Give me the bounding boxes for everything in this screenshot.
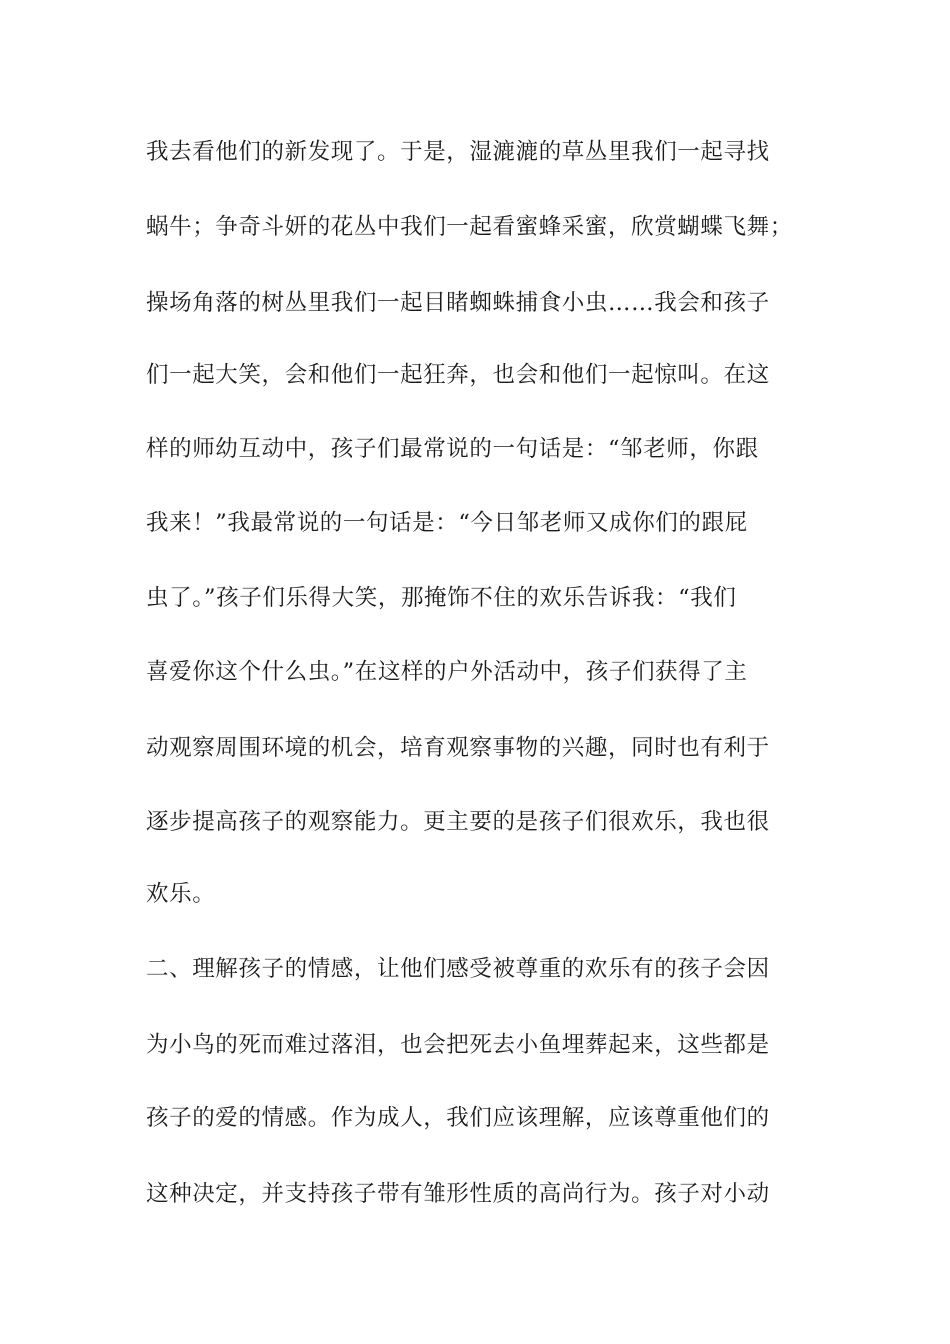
text-line: 虫了。”孩子们乐得大笑，那掩饰不住的欢乐告诉我：“我们 <box>146 585 737 611</box>
text-line: 逐步提高孩子的观察能力。更主要的是孩子们很欢乐，我也很 <box>146 809 770 835</box>
text-line: 们一起大笑，会和他们一起狂奔，也会和他们一起惊叫。在这 <box>146 362 770 388</box>
text-line: 这种决定，并支持孩子带有雏形性质的高尚行为。孩子对小动 <box>146 1181 770 1207</box>
text-line: 为小鸟的死而难过落泪，也会把死去小鱼埋葬起来，这些都是 <box>146 1032 770 1058</box>
text-line: 样的师幼互动中，孩子们最常说的一句话是：“邹老师，你跟 <box>146 436 759 462</box>
text-line: 操场角落的树丛里我们一起目睹蜘蛛捕食小虫……我会和孩子 <box>146 290 770 316</box>
text-line: 我来！”我最常说的一句话是：“今日邹老师又成你们的跟屁 <box>146 510 748 536</box>
text-line: 孩子的爱的情感。作为成人，我们应该理解，应该尊重他们的 <box>146 1105 770 1131</box>
text-line: 动观察周围环境的机会，培育观察事物的兴趣，同时也有利于 <box>146 735 770 761</box>
section-heading-line: 二、理解孩子的情感，让他们感受被尊重的欢乐有的孩子会因 <box>146 956 770 982</box>
text-line: 喜爱你这个什么虫。”在这样的户外活动中，孩子们获得了主 <box>146 659 748 685</box>
text-line: 我去看他们的新发现了。于是，湿漉漉的草丛里我们一起寻找 <box>146 139 770 165</box>
text-line: 欢乐。 <box>146 881 216 907</box>
text-line: 蜗牛；争奇斗妍的花丛中我们一起看蜜蜂采蜜，欣赏蝴蝶飞舞； <box>146 214 793 240</box>
